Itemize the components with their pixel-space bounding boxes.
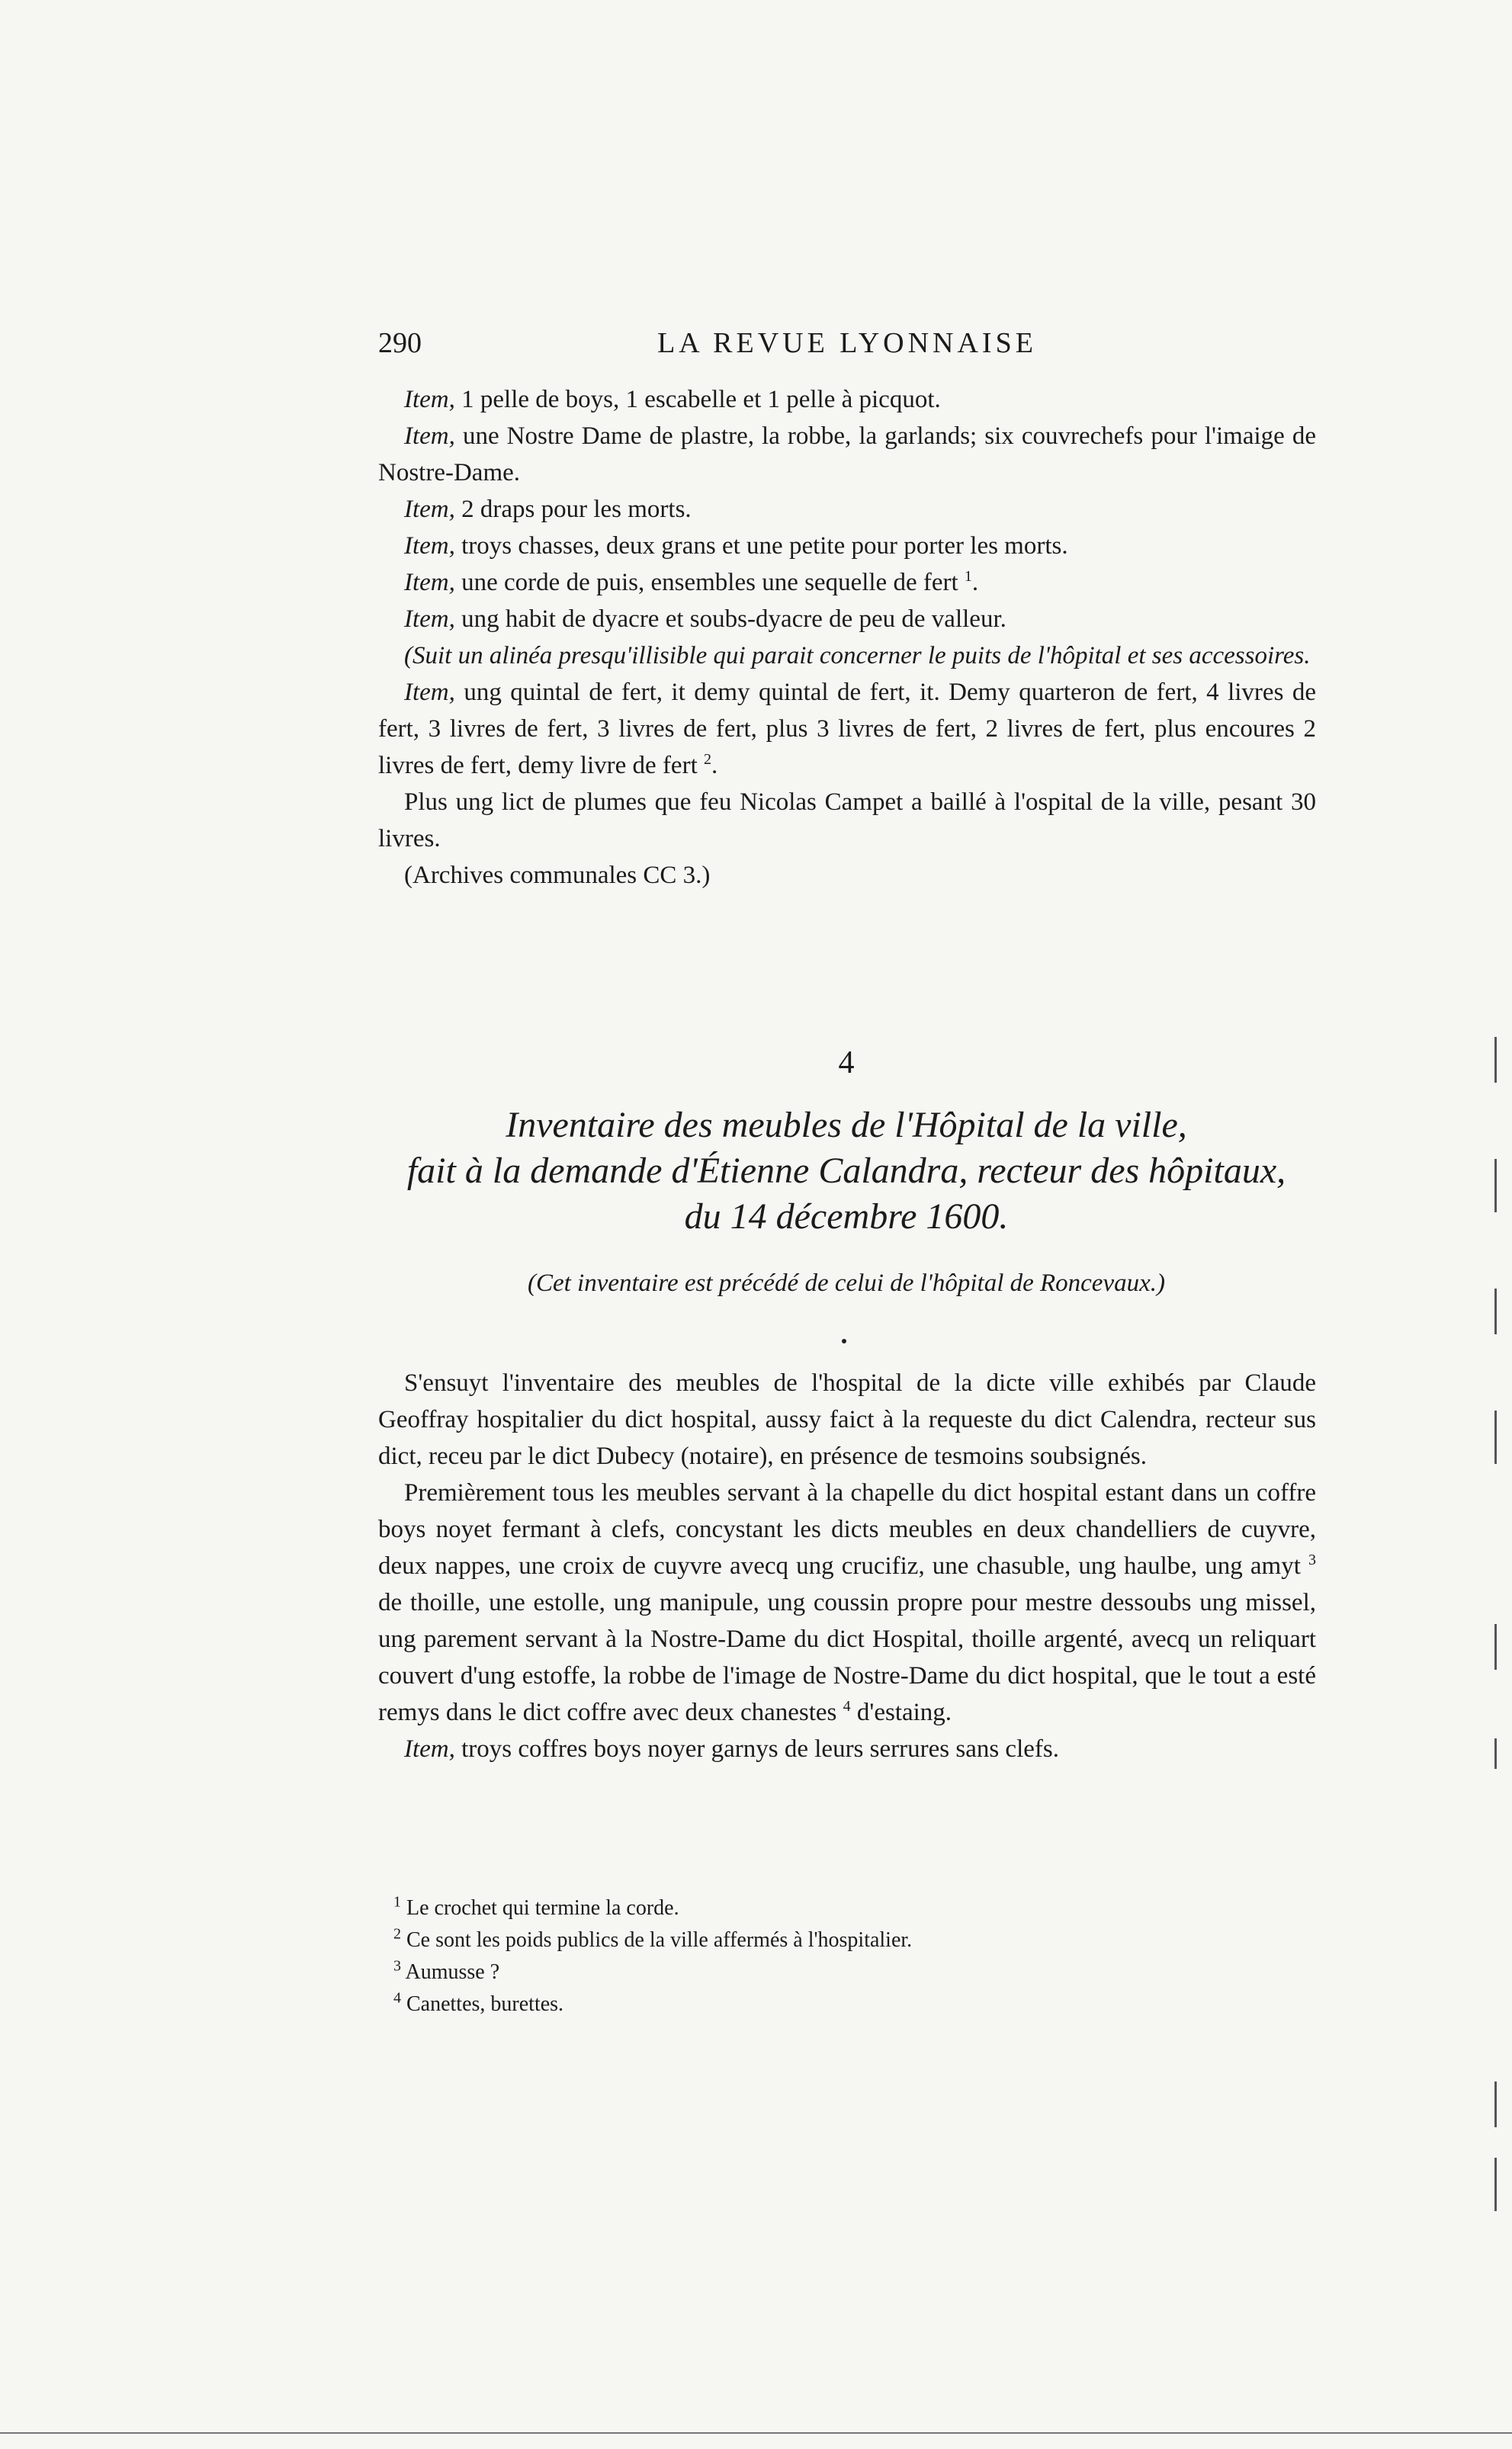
footnote-ref: 1 — [964, 568, 972, 585]
scan-margin-mark — [1494, 1624, 1497, 1670]
scan-margin-mark — [1494, 1159, 1497, 1212]
list-item: Item, une Nostre Dame de plastre, la robbe, la garlands; six couvrechefs pour l'imaige de Nostre-Dame. — [378, 422, 1316, 486]
paragraph: Plus ung lict de plumes que feu Nicolas Campet a baillé à l'ospital de la ville, pesant 30 livres. — [378, 788, 1316, 852]
list-item: Item, 2 draps pour les morts. — [404, 496, 692, 523]
page-header — [378, 326, 1316, 372]
scan-margin-mark — [1494, 1411, 1497, 1464]
footnote: $^4$ Canettes, burettes. — [393, 1989, 564, 2016]
scan-edge-rule — [0, 2432, 1512, 2434]
paragraph: Premièrement tous les meubles servant à la chapelle du dict hospital estant dans un coffre boys noyet fermant à clefs, concystant les dicts meubles en deux chandelliers de cuyvre, deux nappes, une croix de cuyvre avecq ung crucifiz, une chasuble, ung haulbe, ung amyt $^3$ de thoille, une estolle, ung manipule, ung coussin propre pour mestre dessoubs ung missel, ung parement servant à la Nostre-Dame du dict Hospital, thoille argenté, avecq un reliquart couvert d'ung estoffe, la robbe de l'image de Nostre-Dame du dict hospital, que le tout a esté remys dans le dict coffre avec deux chanestes $^4$ d'estaing. — [378, 1479, 1316, 1726]
title-line: fait à la demande d'Étienne Calandra, recteur des hôpitaux, — [406, 1151, 1286, 1191]
footnote: $^3$ Aumusse ? — [393, 1957, 500, 1984]
section-number: 4 — [838, 1045, 855, 1080]
list-item: Item, troys coffres boys noyer garnys de leurs serrures sans clefs. — [404, 1735, 1059, 1763]
title-line: Inventaire des meubles de l'Hôpital de la ville, — [506, 1105, 1187, 1145]
archives-reference: (Archives communales CC 3.) — [404, 862, 711, 889]
scan-margin-mark — [1494, 1289, 1497, 1334]
scan-margin-mark — [1494, 2158, 1497, 2211]
section-title — [351, 1103, 1342, 1240]
inventory-list-section — [378, 381, 1316, 894]
page-number: 290 — [378, 327, 422, 359]
title-line: du 14 décembre 1600. — [684, 1196, 1009, 1237]
scan-margin-mark — [1494, 2081, 1497, 2127]
list-item: Item, ung quintal de fert, it demy quintal de fert, it. Demy quarteron de fert, 4 livres de fert, 3 livres de fert, 3 livres de fert, plus 3 livres de fert, 2 livres de fert, plus encoures 2 livres de fert, demy livre de fert $^2$. — [378, 679, 1316, 779]
scan-margin-mark — [1494, 1037, 1497, 1083]
intro-note: (Cet inventaire est précédé de celui de l'hôpital de Roncevaux.) — [527, 1269, 1165, 1297]
footnote: $^1$ Le crochet qui termine la corde. — [393, 1893, 679, 1920]
footnote-ref: 4 — [843, 1698, 851, 1715]
scan-margin-mark — [1494, 1738, 1497, 1769]
list-item: Item, troys chasses, deux grans et une petite pour porter les morts. — [404, 532, 1068, 560]
footnotes — [378, 1892, 1316, 2021]
running-title: LA REVUE LYONNAISE — [657, 327, 1037, 359]
paragraph: S'ensuyt l'inventaire des meubles de l'hospital de la dicte ville exhibés par Claude Geoffray hospitalier du dict hospital, aussy faict à la requeste du dict Calendra, recteur sus dict, receu par le dict Dubecy (notaire), en présence de tesmoins soubsignés. — [378, 1369, 1316, 1470]
ornament-dot — [842, 1339, 846, 1343]
footnote: $^2$ Ce sont les poids publics de la ville affermés à l'hospitalier. — [393, 1925, 913, 1952]
list-item: Item, ung habit de dyacre et soubs-dyacre de peu de valleur. — [404, 605, 1006, 633]
footnote-ref: 2 — [704, 751, 711, 768]
list-item: Item, une corde de puis, ensembles une sequelle de fert $^1$. — [404, 568, 979, 596]
inventory-body — [378, 1365, 1316, 1767]
list-item: Item, 1 pelle de boys, 1 escabelle et 1 pelle à picquot. — [404, 386, 941, 413]
editorial-note: (Suit un alinéa presqu'illisible qui parait concerner le puits de l'hôpital et ses accessoires. — [404, 642, 1311, 669]
footnote-ref: 3 — [1308, 1552, 1316, 1568]
